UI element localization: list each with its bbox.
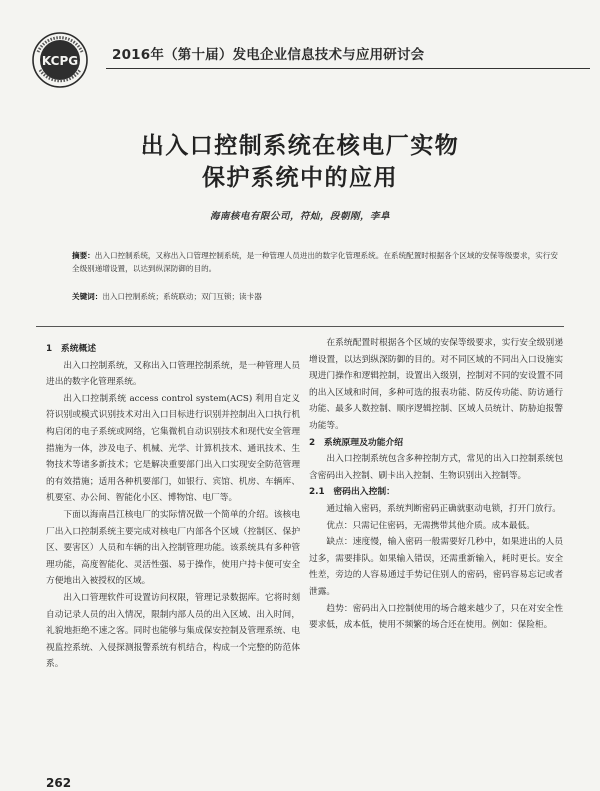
conference-title: 2016年（第十届）发电企业信息技术与应用研讨会 xyxy=(112,47,425,63)
conference-header xyxy=(30,30,590,90)
paragraph: 出入口控制系统包含多种控制方式，常见的出入口控制系统包含密码出入控制、刷卡出入控制、生物识别出入控制等。 xyxy=(309,454,563,481)
keywords-label: 关键词： xyxy=(72,292,103,301)
conference-logo-icon xyxy=(30,30,96,90)
right-column xyxy=(309,335,563,634)
subsection-heading: 2.1 密码出入控制： xyxy=(309,487,395,498)
paragraph: 缺点：速度慢，输入密码一般需要好几秒中，如果进出的人员过多，需要排队。如果输入错误，还需重新输入，耗时更长。安全性差，旁边的人容易通过手势记住别人的密码，密码容易忘记或者泄露。 xyxy=(309,537,563,597)
paragraph: 下面以海南昌江核电厂的实际情况做一个简单的介绍。该核电厂出入口控制系统主要完成对核电厂内部各个区域（控制区、保护区、要害区）人员和车辆的出入控制管理功能。该系统具有多种管理功能，高度智能化、灵活性强、易于操作，使用户持卡便可安全方便地出入被授权的区域。 xyxy=(46,509,300,587)
keywords-text: 出入口控制系统；系统联动；双门互锁；读卡器 xyxy=(102,292,262,301)
paragraph: 出入口控制系统 access control system(ACS) 利用自定义符识别或模式识别技术对出入口目标进行识别并控制出入口执行机构启闭的电子系统或网络，它集微机自动识别技术和现代安全管理措施为一体，涉及电子、机械、光学、计算机技术、通讯技术、生物技术等诸多新技术；它是解决重要部门出入口实现安全防范管理的有效措施；适用各种机要部门，如银行、宾馆、机房、车辆库、机要室、办公间、智能化小区、博物馆、电厂等。 xyxy=(46,393,300,504)
paragraph: 通过输入密码，系统判断密码正确就驱动电锁，打开门放行。 xyxy=(326,503,561,514)
logo-text: KCPG xyxy=(41,54,79,68)
header-divider xyxy=(106,68,590,69)
abstract-divider xyxy=(36,326,564,327)
paragraph: 在系统配置时根据各个区域的安保等级要求，实行安全级别递增设置，以达到纵深防御的目的。对不同区域的不同出入口设施实现进门操作和逻辑控制，设置出入级别，控制对不同的安设置不同的出入区域和时间，多种可选的报表功能、防反传功能、防访通行功能、最多人数控制、顺序逻辑控制、区域人员统计、防胁迫报警功能等。 xyxy=(309,338,563,431)
paragraph: 趋势：密码出入口控制使用的场合越来越少了，只在对安全性要求低，成本低，使用不频繁的场合还在使用。例如：保险柜。 xyxy=(309,603,563,631)
paragraph: 出入口控制系统，又称出入口管理控制系统，是一种管理人员进出的数字化管理系统。 xyxy=(46,360,300,388)
paper-title-line-2: 保护系统中的应用 xyxy=(202,165,398,191)
paragraph: 出入口管理软件可设置访问权限，管理记录数据库。它将时刻自动记录人员的出入情况，限制内部人员的出入区域、出入时间，礼貌地拒绝不速之客。同时也能够与集成保安控制及管理系统、电视监控系统、入侵探测报警系统有机结合，构成一个完整的防范体系。 xyxy=(46,592,300,670)
keywords xyxy=(72,291,564,303)
section-heading: 1 系统概述 xyxy=(46,344,97,354)
left-column xyxy=(46,341,300,673)
section-heading: 2 系统原理及功能介绍 xyxy=(309,437,404,448)
abstract-label: 摘要： xyxy=(72,251,95,260)
authors: 海南核电有限公司，符灿，段朝刚，李阜 xyxy=(209,211,390,222)
abstract xyxy=(72,250,564,275)
paragraph: 优点：只需记住密码，无需携带其他介质。成本最低。 xyxy=(326,520,535,531)
paper-title-line-1: 出入口控制系统在核电厂实物 xyxy=(140,133,460,159)
abstract-text: 出入口控制系统，又称出入口管理控制系统，是一种管理人员进出的数字化管理系统。在系统配置时根据各个区域的安保等级要求，实行安全级别递增设置，以达到纵深防御的目的。 xyxy=(72,251,558,273)
page-number: 262 xyxy=(46,776,72,790)
